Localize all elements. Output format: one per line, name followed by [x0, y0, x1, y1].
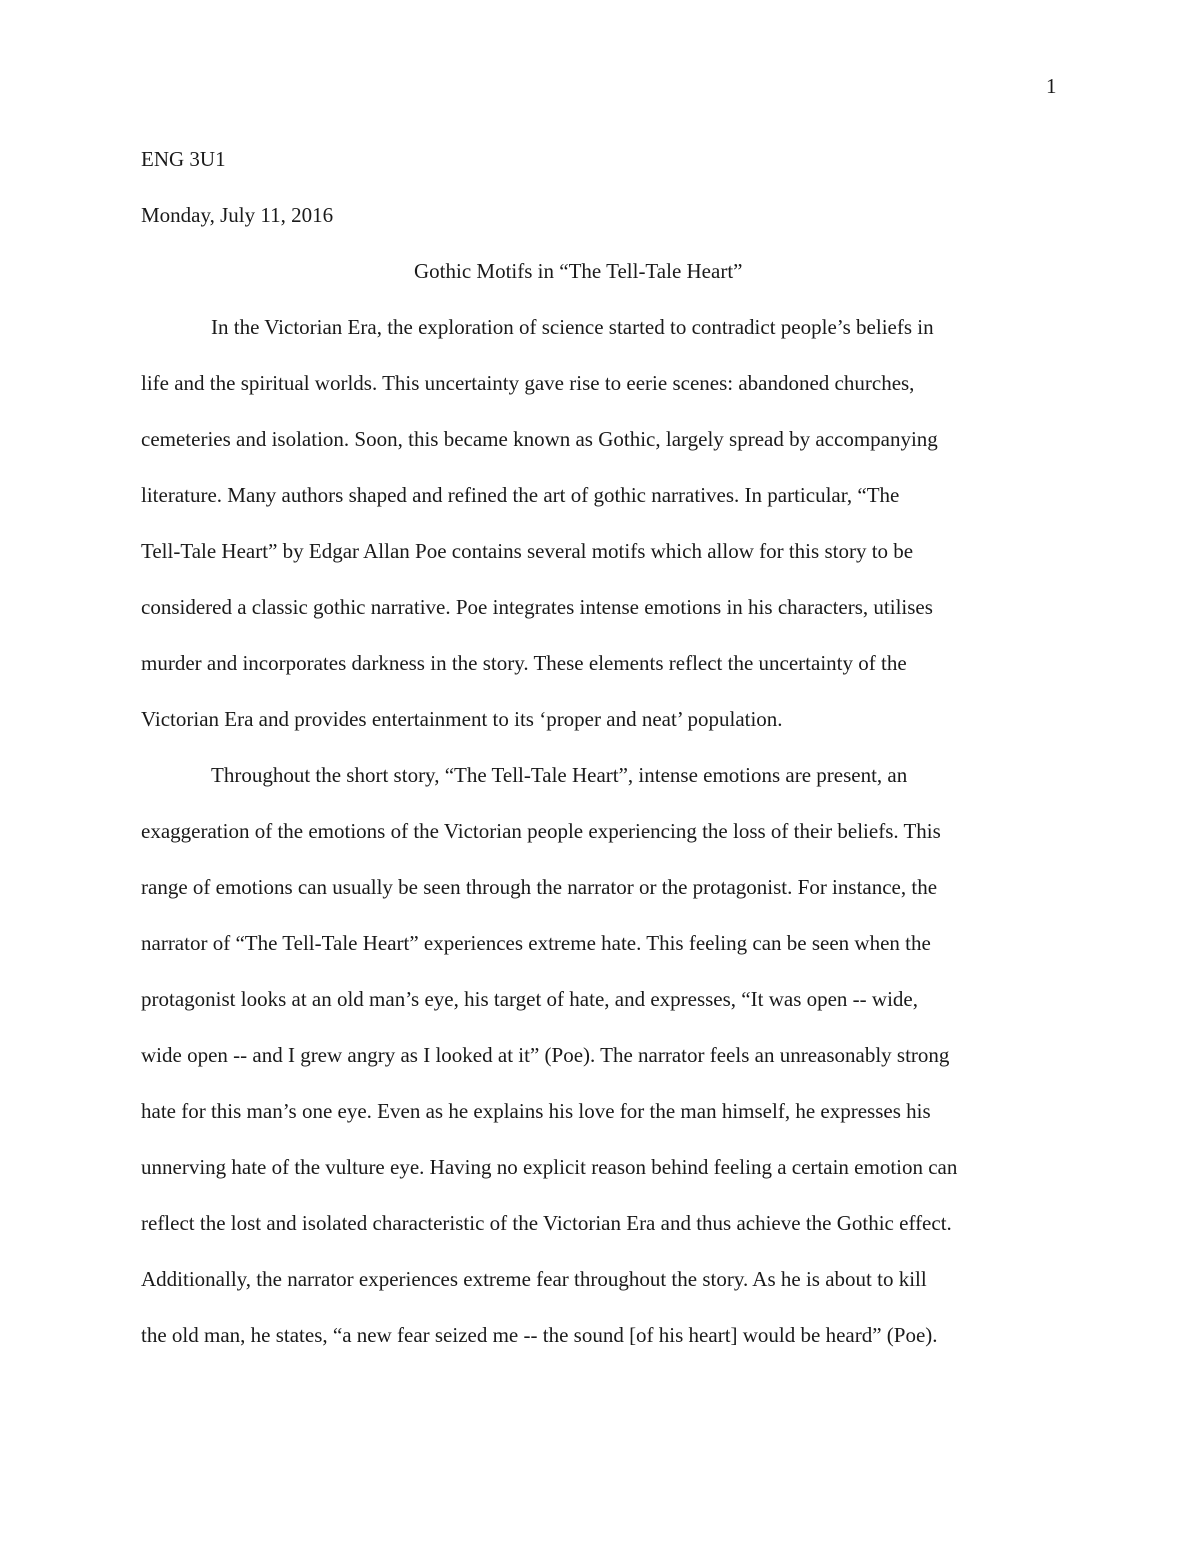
- body-line: Additionally, the narrator experiences extreme fear throughout the story. As he is about to kill: [141, 1267, 927, 1291]
- body-line: Throughout the short story, “The Tell-Tale Heart”, intense emotions are present, an: [211, 763, 908, 787]
- course-code: ENG 3U1: [141, 147, 226, 171]
- body-line: range of emotions can usually be seen through the narrator or the protagonist. For instance, the: [141, 875, 938, 899]
- body-line: exaggeration of the emotions of the Victorian people experiencing the loss of their beliefs. This: [141, 819, 941, 843]
- body-line: murder and incorporates darkness in the story. These elements reflect the uncertainty of the: [141, 651, 907, 675]
- body-line: wide open -- and I grew angry as I looked at it” (Poe). The narrator feels an unreasonably strong: [141, 1043, 950, 1067]
- body-line: protagonist looks at an old man’s eye, his target of hate, and expresses, “It was open -- wide,: [141, 987, 918, 1011]
- body-line: life and the spiritual worlds. This uncertainty gave rise to eerie scenes: abandoned churches,: [141, 371, 915, 395]
- body-line: the old man, he states, “a new fear seized me -- the sound [of his heart] would be heard” (Poe).: [141, 1323, 938, 1347]
- body-line: narrator of “The Tell-Tale Heart” experiences extreme hate. This feeling can be seen when the: [141, 931, 931, 955]
- body-line: considered a classic gothic narrative. Poe integrates intense emotions in his characters, utilises: [141, 595, 933, 619]
- body-line: In the Victorian Era, the exploration of science started to contradict people’s beliefs in: [211, 315, 934, 339]
- body-line: unnerving hate of the vulture eye. Having no explicit reason behind feeling a certain emotion can: [141, 1155, 958, 1179]
- body-line: Victorian Era and provides entertainment to its ‘proper and neat’ population.: [141, 707, 783, 731]
- body-line: reflect the lost and isolated characteristic of the Victorian Era and thus achieve the Gothic effect.: [141, 1211, 952, 1235]
- body-line: Tell-Tale Heart” by Edgar Allan Poe contains several motifs which allow for this story to be: [141, 539, 914, 563]
- body-line: hate for this man’s one eye. Even as he explains his love for the man himself, he expresses his: [141, 1099, 931, 1123]
- body-line: cemeteries and isolation. Soon, this became known as Gothic, largely spread by accompanying: [141, 427, 938, 451]
- body-line: literature. Many authors shaped and refined the art of gothic narratives. In particular, “The: [141, 483, 900, 507]
- essay-date: Monday, July 11, 2016: [141, 203, 334, 227]
- essay-title: Gothic Motifs in “The Tell-Tale Heart”: [414, 259, 743, 283]
- page-number: 1: [1046, 74, 1057, 98]
